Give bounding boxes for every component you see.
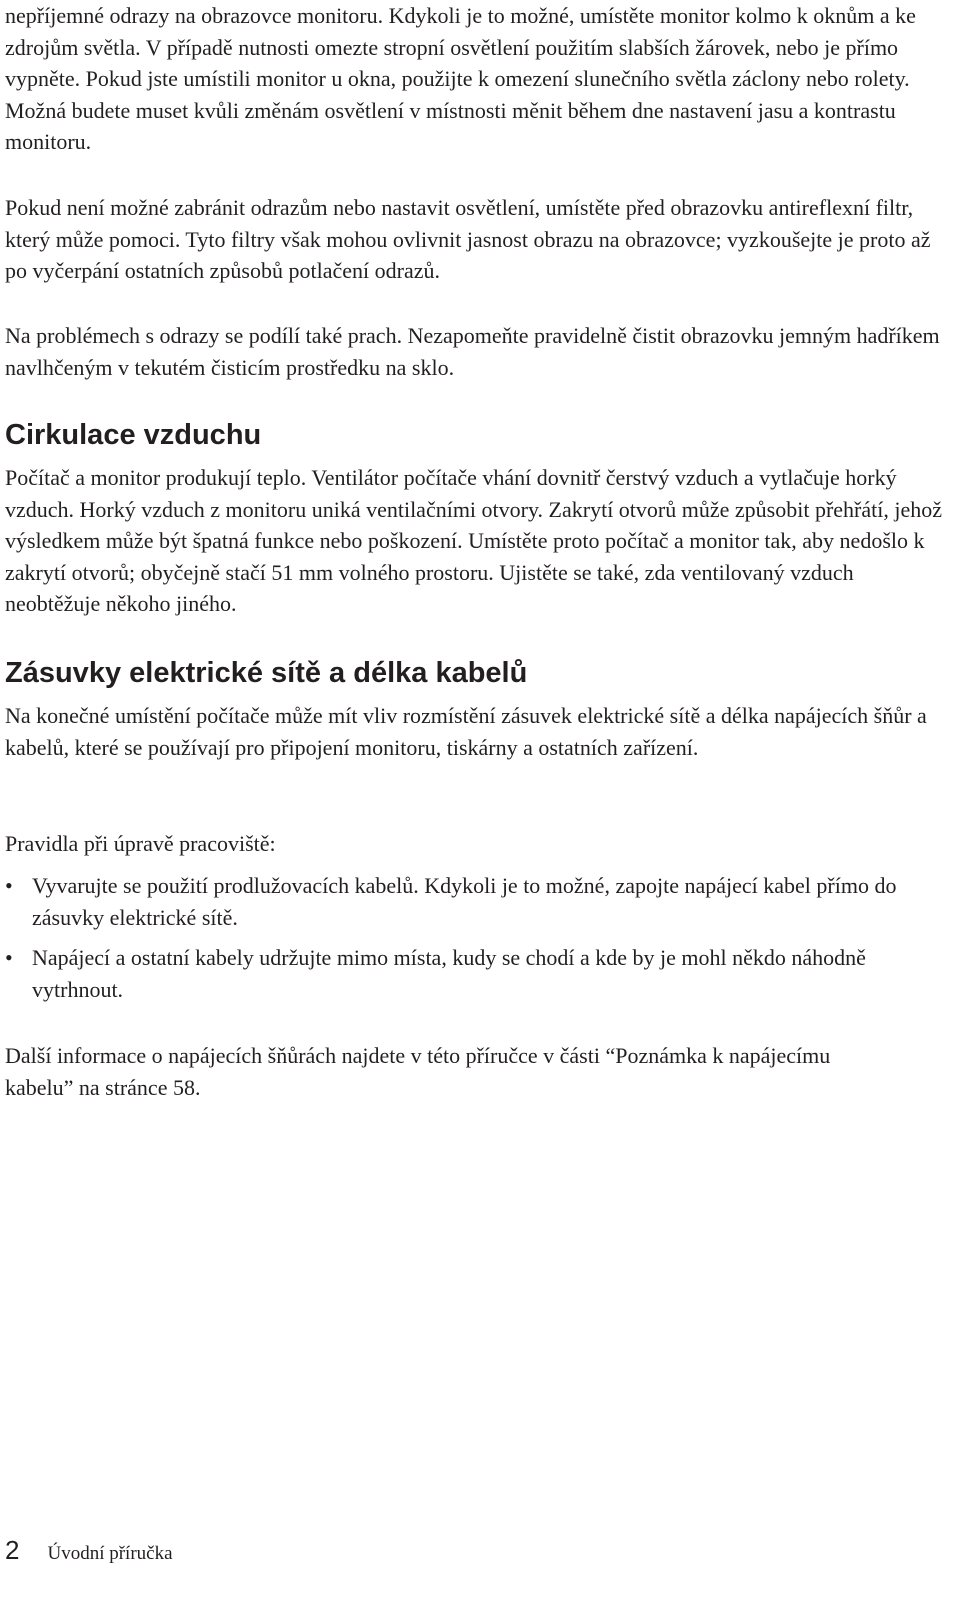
paragraph-air-circulation: Počítač a monitor produkují teplo. Ventilátor počítače vhání dovnitř čerstvý vzduch a vytlačuje horký vzduch. Horký vzduch z monitoru uniká ventilačními otvory. Zakrytí otvorů může způsobit přehřátí, jehož výsledkem může být špatná funkce nebo poškození. Umístěte proto počítač a monitor tak, aby nedošlo k zakrytí otvorů; obyčejně stačí 51 mm volného prostoru. Ujistěte se také, zda ventilovaný vzduch neobtěžuje někoho jiného. [5,465,942,616]
list-item [5,870,945,933]
paragraph-dust: Na problémech s odrazy se podílí také prach. Nezapomeňte pravidelně čistit obrazovku jemným hadříkem navlhčeným v tekutém čisticím prostředku na sklo. [5,323,940,380]
list-item [5,942,945,1005]
bullet-icon: • [5,945,13,970]
page-number: 2 [5,1535,20,1565]
rules-list [5,870,945,1014]
heading-air-circulation: Cirkulace vzduchu [5,419,262,451]
paragraph-more-info: Další informace o napájecích šňůrách najdete v této příručce v části “Poznámka k napájecímu kabelu” na stránce 58. [5,1043,831,1100]
paragraph-reflections: nepříjemné odrazy na obrazovce monitoru. Kdykoli je to možné, umístěte monitor kolmo k oknům a ke zdrojům světla. V případě nutnosti omezte stropní osvětlení použitím slabších žárovek, nebo je přímo vypněte. Pokud jste umístili monitor u okna, použijte k omezení slunečního světla záclony nebo rolety. Možná budete muset kvůli změnám osvětlení v místnosti měnit během dne nastavení jasu a kontrastu monitoru. [5,3,916,154]
page-footer [5,1535,173,1569]
paragraph-power-outlets: Na konečné umístění počítače může mít vliv rozmístění zásuvek elektrické sítě a délka napájecích šňůr a kabelů, které se používají pro připojení monitoru, tiskárny a ostatních zařízení. [5,703,927,760]
rules-intro: Pravidla při úpravě pracoviště: [5,831,276,856]
list-item-text: Vyvarujte se použití prodlužovacích kabelů. Kdykoli je to možné, zapojte napájecí kabel přímo do zásuvky elektrické sítě. [32,873,897,930]
paragraph-antireflex-filter: Pokud není možné zabránit odrazům nebo nastavit osvětlení, umístěte před obrazovku antireflexní filtr, který může pomoci. Tyto filtry však mohou ovlivnit jasnost obrazu na obrazovce; vyzkoušejte je proto až po vyčerpání ostatních způsobů potlačení odrazů. [5,195,931,283]
heading-power-outlets: Zásuvky elektrické sítě a délka kabelů [5,657,528,689]
document-title: Úvodní příručka [47,1543,173,1564]
list-item-text: Napájecí a ostatní kabely udržujte mimo místa, kudy se chodí a kde by je mohl někdo náhodně vytrhnout. [32,945,866,1002]
bullet-icon: • [5,873,13,898]
